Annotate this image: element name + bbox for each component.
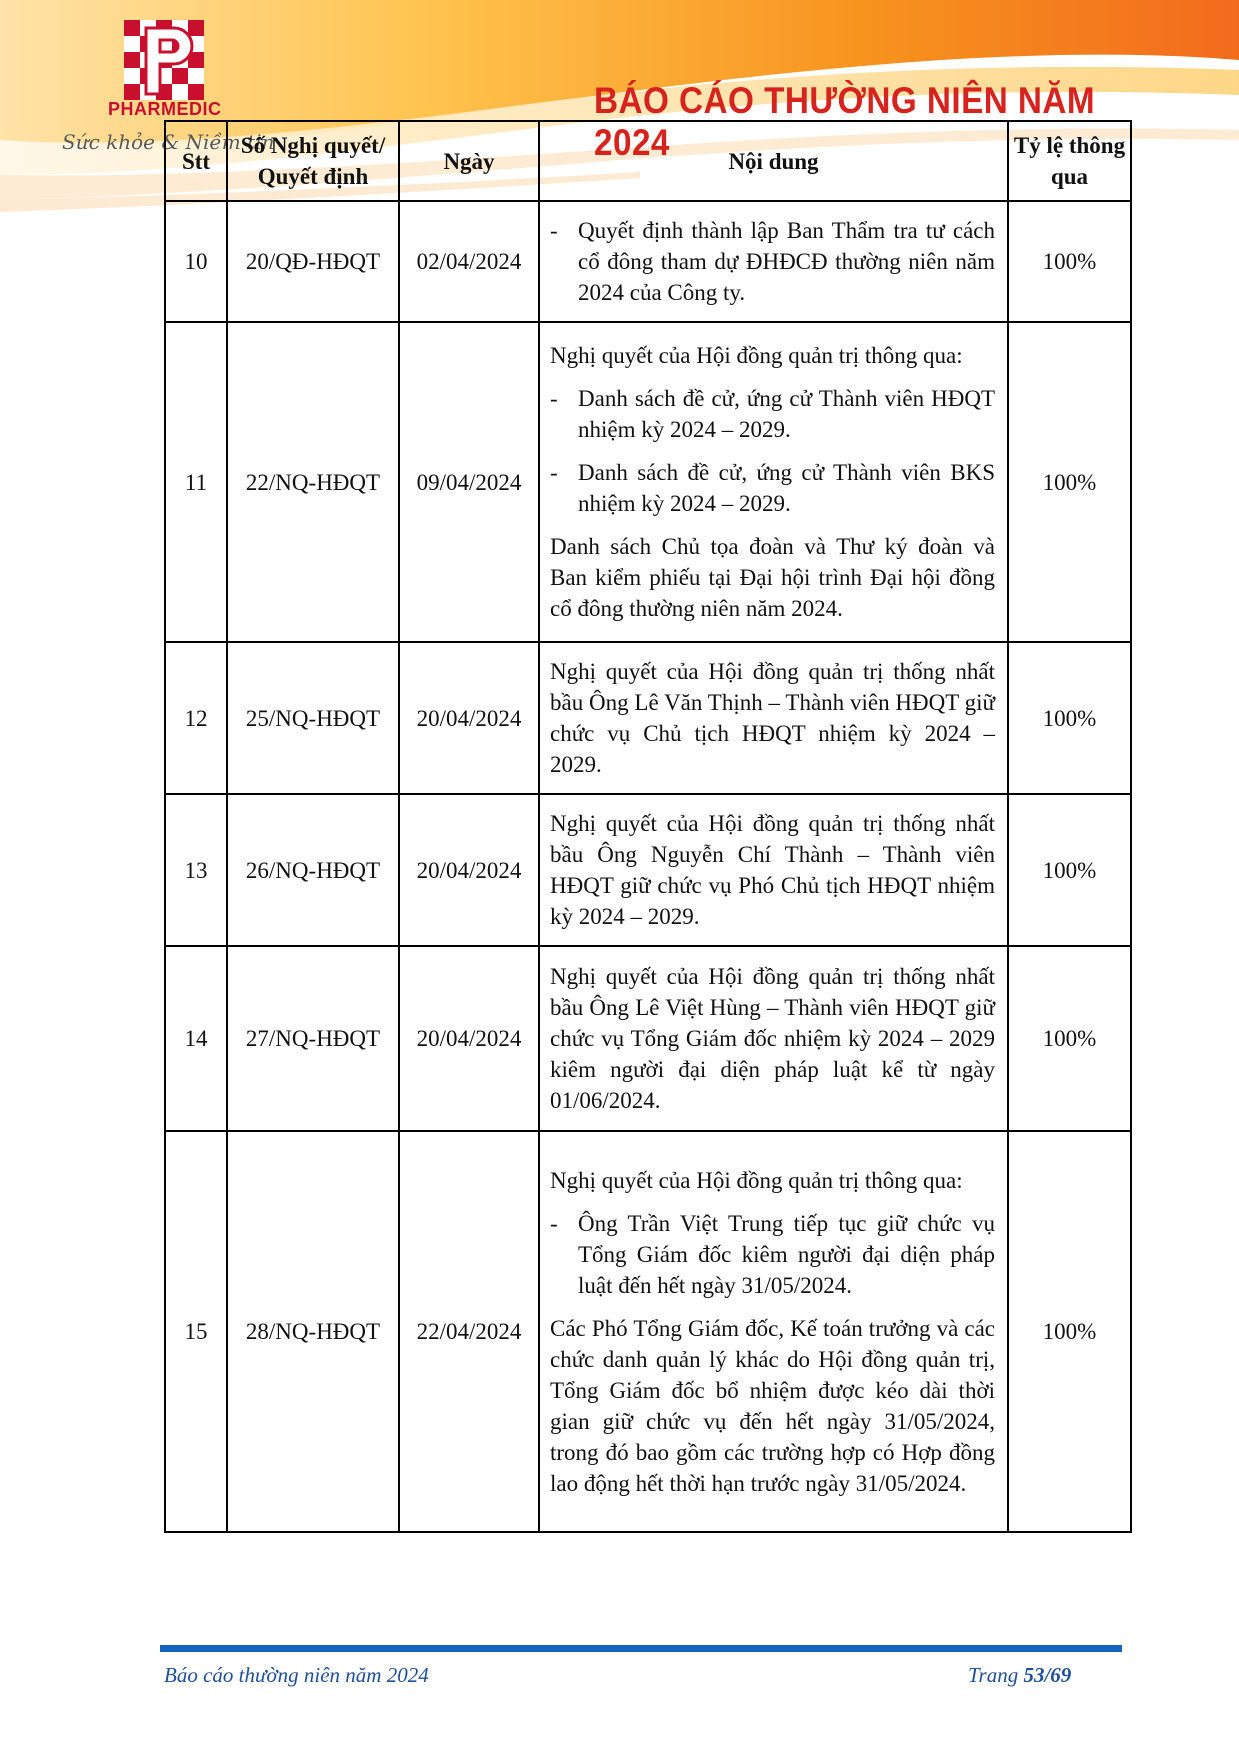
cell-content <box>539 322 1008 642</box>
cell-content <box>539 201 1008 322</box>
cell-ratio: 100% <box>1008 1131 1131 1532</box>
bullet-dash: - <box>550 386 558 411</box>
cell-content <box>539 642 1008 794</box>
cell-number: 27/NQ-HĐQT <box>227 946 399 1131</box>
resolutions-table <box>164 120 1132 1533</box>
content-paragraph: Nghị quyết của Hội đồng quản trị thống nhất bầu Ông Lê Việt Hùng – Thành viên HĐQT giữ chức vụ Tổng Giám đốc nhiệm kỳ 2024 – 2029 kiêm người đại diện pháp luật kể từ ngày 01/06/2024. <box>550 964 995 1113</box>
cell-content <box>539 1131 1008 1532</box>
table-row <box>165 201 1131 322</box>
content-paragraph: Nghị quyết của Hội đồng quản trị thống nhất bầu Ông Nguyễn Chí Thành – Thành viên HĐQT giữ chức vụ Phó Chủ tịch HĐQT nhiệm kỳ 2024 – 2029. <box>550 811 995 929</box>
content-paragraph: Nghị quyết của Hội đồng quản trị thông qua: <box>550 1167 963 1193</box>
footer-divider <box>160 1645 1122 1652</box>
content-bullet <box>550 457 995 519</box>
cell-ratio: 100% <box>1008 794 1131 946</box>
table-row <box>165 322 1131 642</box>
cell-number: 25/NQ-HĐQT <box>227 642 399 794</box>
page-count: 53/69 <box>1023 1663 1072 1687</box>
cell-date: 22/04/2024 <box>399 1131 539 1532</box>
bullet-dash: - <box>550 460 558 485</box>
content-paragraph: Nghị quyết của Hội đồng quản trị thống nhất bầu Ông Lê Văn Thịnh – Thành viên HĐQT giữ chức vụ Chủ tịch HĐQT nhiệm kỳ 2024 – 2029. <box>550 659 995 777</box>
bullet-text: Danh sách đề cử, ứng cử Thành viên HĐQT nhiệm kỳ 2024 – 2029. <box>578 386 995 442</box>
table-row <box>165 1131 1131 1532</box>
cell-ratio: 100% <box>1008 201 1131 322</box>
cell-number: 26/NQ-HĐQT <box>227 794 399 946</box>
content-paragraph: Danh sách Chủ tọa đoàn và Thư ký đoàn và Ban kiểm phiếu tại Đại hội trình Đại hội đồng cổ đông thường niên năm 2024. <box>550 534 995 621</box>
page-number <box>968 1663 1071 1688</box>
content-bullet <box>550 383 995 445</box>
cell-content <box>539 946 1008 1131</box>
table-header-row <box>165 121 1131 201</box>
cell-stt: 12 <box>165 642 227 794</box>
pharmedic-logo <box>124 20 204 100</box>
cell-stt: 10 <box>165 201 227 322</box>
cell-date: 20/04/2024 <box>399 642 539 794</box>
table-row <box>165 642 1131 794</box>
content-paragraph: Các Phó Tổng Giám đốc, Kế toán trưởng và các chức danh quản lý khác do Hội đồng quản trị, Tổng Giám đốc bổ nhiệm được kéo dài thời gian giữ chức vụ đến hết ngày 31/05/2024, trong đó bao gồm các trường hợp có Hợp đồng lao động hết thời hạn trước ngày 31/05/2024. <box>550 1315 995 1496</box>
col-header-ratio: Tỷ lệ thông qua <box>1008 121 1131 201</box>
cell-number: 28/NQ-HĐQT <box>227 1131 399 1532</box>
page-label: Trang <box>968 1663 1019 1687</box>
cell-ratio: 100% <box>1008 946 1131 1131</box>
report-title: BÁO CÁO THƯỜNG NIÊN NĂM 2024 <box>594 80 1096 163</box>
content-bullet <box>550 1208 995 1301</box>
cell-number: 20/QĐ-HĐQT <box>227 201 399 322</box>
bullet-text: Quyết định thành lập Ban Thẩm tra tư cách cổ đông tham dự ĐHĐCĐ thường niên năm 2024 của Công ty. <box>578 218 995 305</box>
bullet-dash: - <box>550 218 558 243</box>
cell-stt: 14 <box>165 946 227 1131</box>
cell-date: 20/04/2024 <box>399 794 539 946</box>
cell-date: 20/04/2024 <box>399 946 539 1131</box>
cell-stt: 11 <box>165 322 227 642</box>
col-header-stt: Stt <box>165 121 227 201</box>
col-header-number: Số Nghị quyết/ Quyết định <box>227 121 399 201</box>
table-row <box>165 946 1131 1131</box>
brand-name: PHARMEDIC <box>108 99 222 119</box>
bullet-text: Danh sách đề cử, ứng cử Thành viên BKS nhiệm kỳ 2024 – 2029. <box>578 460 995 516</box>
cell-ratio: 100% <box>1008 642 1131 794</box>
cell-content <box>539 794 1008 946</box>
footer-report-title: Báo cáo thường niên năm 2024 <box>164 1663 429 1687</box>
content-bullet <box>550 215 995 308</box>
bullet-dash: - <box>550 1210 558 1236</box>
col-header-date: Ngày <box>399 121 539 201</box>
cell-stt: 13 <box>165 794 227 946</box>
brand-slogan: Sức khỏe & Niềm tin <box>62 130 275 154</box>
cell-ratio: 100% <box>1008 322 1131 642</box>
cell-number: 22/NQ-HĐQT <box>227 322 399 642</box>
cell-date: 02/04/2024 <box>399 201 539 322</box>
content-paragraph: Nghị quyết của Hội đồng quản trị thông qua: <box>550 343 963 368</box>
table-row <box>165 794 1131 946</box>
cell-stt: 15 <box>165 1131 227 1532</box>
bullet-text: Ông Trần Việt Trung tiếp tục giữ chức vụ Tổng Giám đốc kiêm người đại diện pháp luật đến hết ngày 31/05/2024. <box>578 1210 995 1298</box>
col-header-content: Nội dung <box>539 121 1008 201</box>
cell-date: 09/04/2024 <box>399 322 539 642</box>
